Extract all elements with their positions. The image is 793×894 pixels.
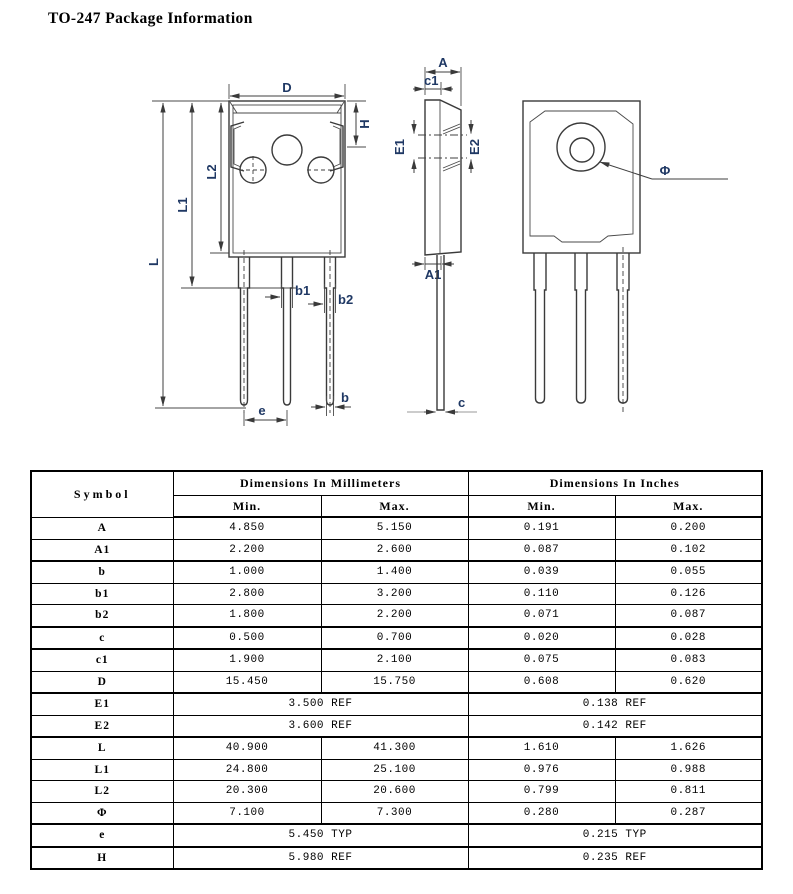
- cell-mm-max: 2.100: [321, 649, 468, 671]
- cell-symbol: A: [31, 517, 173, 539]
- table-row: [31, 583, 762, 605]
- cell-in-span: 0.235 REF: [468, 847, 762, 870]
- dim-label-e2: E2: [467, 139, 482, 155]
- cell-symbol: Φ: [31, 802, 173, 824]
- cell-in-min: 0.799: [468, 781, 615, 803]
- cell-in-max: 0.126: [615, 583, 762, 605]
- cell-in-min: 0.020: [468, 627, 615, 650]
- cell-symbol: L: [31, 737, 173, 759]
- table-row: [31, 781, 762, 803]
- cell-mm-max: 20.600: [321, 781, 468, 803]
- cell-mm-span: 3.600 REF: [173, 715, 468, 737]
- dim-label-a1: A1: [424, 267, 442, 282]
- header-symbol: Symbol: [31, 471, 173, 517]
- cell-symbol: b2: [31, 605, 173, 627]
- table-row: [31, 671, 762, 693]
- cell-symbol: E1: [31, 693, 173, 715]
- header-mm-max: Max.: [321, 496, 468, 518]
- dim-label-b1: b1: [295, 283, 311, 298]
- cell-mm-max: 15.750: [321, 671, 468, 693]
- dim-label-l: L: [146, 258, 161, 266]
- cell-in-max: 0.620: [615, 671, 762, 693]
- cell-in-min: 0.976: [468, 759, 615, 781]
- cell-symbol: c1: [31, 649, 173, 671]
- cell-symbol: e: [31, 824, 173, 847]
- cell-mm-min: 20.300: [173, 781, 321, 803]
- header-group-mm: Dimensions In Millimeters: [173, 471, 468, 496]
- cell-mm-span: 5.980 REF: [173, 847, 468, 870]
- cell-symbol: b1: [31, 583, 173, 605]
- cell-in-max: 0.988: [615, 759, 762, 781]
- page-title: TO-247 Package Information: [48, 10, 253, 27]
- cell-mm-min: 0.500: [173, 627, 321, 650]
- header-in-min: Min.: [468, 496, 615, 518]
- cell-in-max: 0.287: [615, 802, 762, 824]
- dim-label-l1: L1: [175, 197, 190, 213]
- dim-label-e1: E1: [392, 139, 407, 155]
- cell-in-min: 0.110: [468, 583, 615, 605]
- dim-label-c: c: [458, 395, 466, 410]
- cell-mm-max: 0.700: [321, 627, 468, 650]
- cell-symbol: b: [31, 561, 173, 583]
- table-row: [31, 561, 762, 583]
- table-row: [31, 737, 762, 759]
- cell-mm-max: 1.400: [321, 561, 468, 583]
- cell-in-min: 0.075: [468, 649, 615, 671]
- side-view: [392, 55, 482, 412]
- table-row: [31, 693, 762, 715]
- cell-mm-span: 5.450 TYP: [173, 824, 468, 847]
- cell-mm-max: 2.600: [321, 539, 468, 561]
- dim-label-c1: c1: [424, 73, 439, 88]
- cell-in-min: 0.087: [468, 539, 615, 561]
- cell-mm-min: 2.200: [173, 539, 321, 561]
- cell-in-min: 0.039: [468, 561, 615, 583]
- cell-mm-min: 1.900: [173, 649, 321, 671]
- dim-label-b: b: [341, 390, 349, 405]
- mounting-hole-front: [272, 135, 302, 165]
- cell-symbol: c: [31, 627, 173, 650]
- cell-symbol: L2: [31, 781, 173, 803]
- front-view: [146, 80, 372, 426]
- cell-mm-max: 3.200: [321, 583, 468, 605]
- table-row: [31, 539, 762, 561]
- cell-mm-max: 41.300: [321, 737, 468, 759]
- cell-mm-max: 5.150: [321, 517, 468, 539]
- mounting-hole-back: [557, 123, 605, 171]
- cell-in-min: 0.280: [468, 802, 615, 824]
- cell-in-span: 0.215 TYP: [468, 824, 762, 847]
- table-header-row: [31, 471, 762, 496]
- cell-mm-min: 7.100: [173, 802, 321, 824]
- cell-symbol: L1: [31, 759, 173, 781]
- dim-label-h: H: [357, 119, 372, 129]
- table-row: [31, 824, 762, 847]
- cell-symbol: A1: [31, 539, 173, 561]
- header-group-in: Dimensions In Inches: [468, 471, 762, 496]
- cell-in-max: 1.626: [615, 737, 762, 759]
- cell-mm-min: 1.800: [173, 605, 321, 627]
- header-mm-min: Min.: [173, 496, 321, 518]
- cell-mm-min: 2.800: [173, 583, 321, 605]
- cell-mm-min: 15.450: [173, 671, 321, 693]
- dim-label-phi: Φ: [659, 163, 671, 178]
- cell-in-max: 0.811: [615, 781, 762, 803]
- cell-in-max: 0.083: [615, 649, 762, 671]
- cell-in-max: 0.055: [615, 561, 762, 583]
- cell-mm-min: 4.850: [173, 517, 321, 539]
- cell-in-min: 1.610: [468, 737, 615, 759]
- header-in-max: Max.: [615, 496, 762, 518]
- cell-mm-min: 24.800: [173, 759, 321, 781]
- cell-in-max: 0.102: [615, 539, 762, 561]
- back-view: [523, 101, 728, 412]
- cell-in-max: 0.200: [615, 517, 762, 539]
- dimensions-table: [30, 470, 763, 870]
- dim-label-e: e: [258, 403, 266, 418]
- cell-mm-max: 7.300: [321, 802, 468, 824]
- cell-in-min: 0.191: [468, 517, 615, 539]
- table-row: [31, 517, 762, 539]
- cell-mm-min: 1.000: [173, 561, 321, 583]
- dim-label-l2: L2: [204, 164, 219, 180]
- table-row: [31, 802, 762, 824]
- cell-mm-span: 3.500 REF: [173, 693, 468, 715]
- table-row: [31, 605, 762, 627]
- cell-mm-max: 25.100: [321, 759, 468, 781]
- table-row: [31, 715, 762, 737]
- cell-symbol: D: [31, 671, 173, 693]
- dim-label-a: A: [438, 55, 448, 70]
- table-row: [31, 759, 762, 781]
- cell-in-span: 0.142 REF: [468, 715, 762, 737]
- dim-label-d: D: [282, 80, 292, 95]
- cell-mm-min: 40.900: [173, 737, 321, 759]
- cell-in-min: 0.071: [468, 605, 615, 627]
- table-row: [31, 627, 762, 650]
- cell-mm-max: 2.200: [321, 605, 468, 627]
- cell-in-span: 0.138 REF: [468, 693, 762, 715]
- cell-in-min: 0.608: [468, 671, 615, 693]
- table-row: [31, 847, 762, 870]
- table-row: [31, 649, 762, 671]
- dim-label-b2: b2: [338, 292, 354, 307]
- cell-symbol: H: [31, 847, 173, 870]
- cell-in-max: 0.087: [615, 605, 762, 627]
- cell-in-max: 0.028: [615, 627, 762, 650]
- cell-symbol: E2: [31, 715, 173, 737]
